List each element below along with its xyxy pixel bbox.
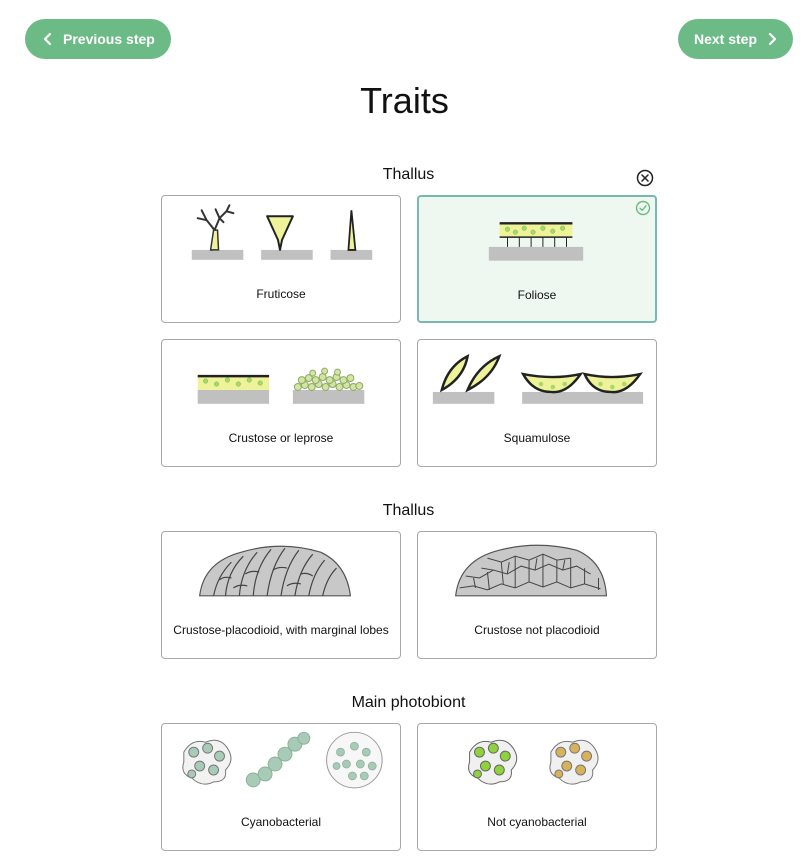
next-step-button[interactable] <box>678 19 793 59</box>
chevron-left-icon <box>41 32 55 46</box>
section-title-main-photobiont: Main photobiont <box>351 694 466 711</box>
option-card-squamulose[interactable] <box>417 339 657 467</box>
section-title-thallus-2: Thallus <box>382 502 435 519</box>
previous-step-button[interactable] <box>25 19 171 59</box>
previous-step-label: Previous step <box>63 31 155 47</box>
section-title-thallus: Thallus <box>382 166 435 183</box>
option-card-crustose-placodioid[interactable] <box>161 531 401 659</box>
option-label: Crustose not placodioid <box>474 623 600 637</box>
option-label: Cyanobacterial <box>240 815 322 829</box>
check-circle-icon <box>635 200 651 216</box>
cyanobacterial-illustration <box>162 724 400 814</box>
option-label: Fruticose <box>256 287 306 301</box>
next-step-label: Next step <box>694 31 758 47</box>
placodioid-illustration <box>162 532 400 622</box>
option-card-cyanobacterial[interactable] <box>161 723 401 851</box>
option-label: Crustose-placodioid, with marginal lobes <box>173 623 389 637</box>
page-title: Traits <box>360 80 449 121</box>
option-card-fruticose[interactable] <box>161 195 401 323</box>
squamulose-illustration <box>418 340 656 430</box>
close-circle-icon[interactable] <box>636 169 654 187</box>
fruticose-illustration <box>162 196 400 286</box>
crustose-leprose-illustration <box>162 340 400 430</box>
option-label: Squamulose <box>503 431 571 445</box>
option-card-foliose[interactable] <box>417 195 657 323</box>
option-card-not-cyanobacterial[interactable] <box>417 723 657 851</box>
option-card-crustose-not-placodioid[interactable] <box>417 531 657 659</box>
chevron-right-icon <box>765 32 779 46</box>
option-label: Not cyanobacterial <box>487 815 587 829</box>
option-label: Crustose or leprose <box>228 431 334 445</box>
option-label: Foliose <box>517 288 557 302</box>
non-placodioid-illustration <box>418 532 656 622</box>
non-cyanobacterial-illustration <box>418 724 656 814</box>
foliose-illustration <box>419 197 655 287</box>
option-card-crustose-or-leprose[interactable] <box>161 339 401 467</box>
